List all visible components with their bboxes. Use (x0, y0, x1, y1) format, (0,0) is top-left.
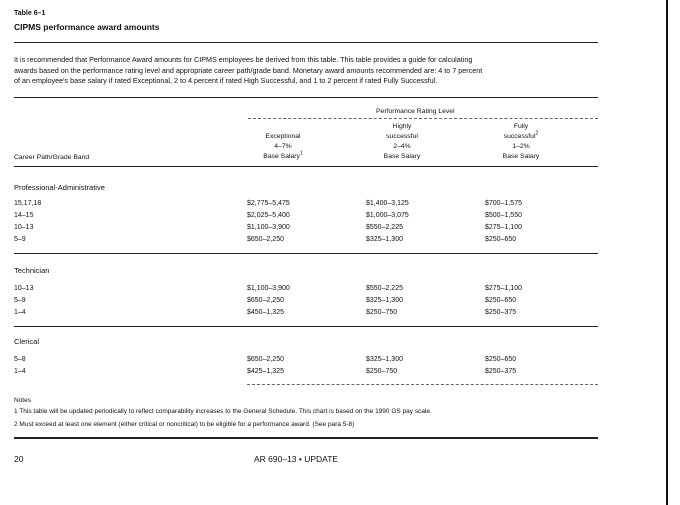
header-top-rule (14, 97, 598, 98)
table-end-rule (247, 384, 598, 385)
band-cell: 5–9 (14, 297, 26, 304)
highly-successful-cell: $1,400–3,125 (366, 200, 409, 207)
section-rule (14, 326, 598, 327)
exceptional-cell: $2,025–5,400 (247, 212, 290, 219)
highly-successful-cell: $550–2,225 (366, 285, 403, 292)
page-number: 20 (14, 454, 24, 464)
highly-successful-cell: $325–1,300 (366, 297, 403, 304)
band-cell: 14–15 (14, 212, 34, 219)
page-edge-border (666, 0, 668, 505)
highly-successful-cell: $1,000–3,075 (366, 212, 409, 219)
fully-successful-cell: $700–1,575 (485, 200, 522, 207)
table-label: Table 6–1 (14, 10, 46, 17)
fully-successful-cell: $500–1,550 (485, 212, 522, 219)
band-cell: 10–13 (14, 224, 34, 231)
fully-successful-cell: $275–1,100 (485, 285, 522, 292)
col-header-highly-successful: Highly successful 2–4% Base Salary (383, 123, 421, 160)
exceptional-cell: $650–2,250 (247, 236, 284, 243)
highly-successful-cell: $325–1,300 (366, 236, 403, 243)
exceptional-cell: $650–2,250 (247, 297, 284, 304)
col-header-fully-successful: Fully successful$^2$ 1–2% Base Salary (502, 123, 540, 160)
highly-successful-cell: $325–1,300 (366, 356, 403, 363)
header-bottom-rule (14, 166, 598, 167)
highly-successful-cell: $250–750 (366, 309, 398, 316)
band-cell: 15,17,18 (14, 200, 42, 207)
note-1: 1 This table will be updated periodically to reflect comparability increases to the General Schedule. This chart is based on the 1990 GS pay scale. (14, 408, 432, 415)
exceptional-cell: $1,100–3,900 (247, 285, 290, 292)
title-rule (14, 42, 598, 43)
exceptional-cell: $1,100–3,900 (247, 224, 290, 231)
intro-line: awards based on the performance rating level and appropriate career path/grade band. Monetary award amounts recommended are: 4 to 7 percent (14, 65, 483, 75)
rating-level-group-header: Performance Rating Level (376, 108, 455, 115)
note-2: 2 Must exceed at least one element (either critical or noncritical) to be eligible for a performance award. (See para 5-8) (14, 421, 355, 428)
fully-successful-cell: $250–375 (485, 368, 517, 375)
col-header-exceptional: Exceptional 4–7% Base Salary$^1$ (263, 133, 303, 160)
section-title-clerical: Clerical (14, 337, 40, 346)
intro-line: It is recommended that Performance Award amounts for CIPMS employees be derived from this table. This table provides a guide for calculating (14, 55, 473, 64)
fully-successful-cell: $250–650 (485, 297, 517, 304)
band-cell: 1–4 (14, 309, 26, 316)
band-cell: 1–4 (14, 368, 26, 375)
section-title-technician: Technician (14, 266, 50, 275)
fully-successful-cell: $275–1,100 (485, 224, 522, 231)
section-rule (14, 253, 598, 254)
intro-line: of an employee's base salary if rated Exceptional, 2 to 4 percent if rated High Successful, and 1 to 2 percent if rated Fully Successful. (14, 76, 438, 85)
row-header-career-path: Career Path/Grade Band (14, 154, 90, 161)
highly-successful-cell: $550–2,225 (366, 224, 403, 231)
fully-successful-cell: $250–650 (485, 236, 517, 243)
band-cell: 10–13 (14, 285, 34, 292)
highly-successful-cell: $250–750 (366, 368, 398, 375)
band-cell: 5–8 (14, 356, 26, 363)
fully-successful-cell: $250–375 (485, 309, 517, 316)
fully-successful-cell: $250–650 (485, 356, 517, 363)
section-title-professional-administrative: Professional-Administrative (14, 183, 105, 192)
notes-heading: Notes (14, 397, 31, 404)
table-title: CIPMS performance award amounts (14, 22, 160, 32)
exceptional-cell: $425–1,325 (247, 368, 284, 375)
intro-paragraph (14, 55, 600, 87)
group-header-rule (248, 118, 598, 119)
exceptional-cell: $450–1,325 (247, 309, 284, 316)
footer-rule (14, 437, 598, 439)
exceptional-cell: $650–2,250 (247, 356, 284, 363)
document-footer: AR 690–13 • UPDATE (254, 454, 339, 464)
exceptional-cell: $2,775–5,475 (247, 200, 290, 207)
band-cell: 5–9 (14, 236, 26, 243)
